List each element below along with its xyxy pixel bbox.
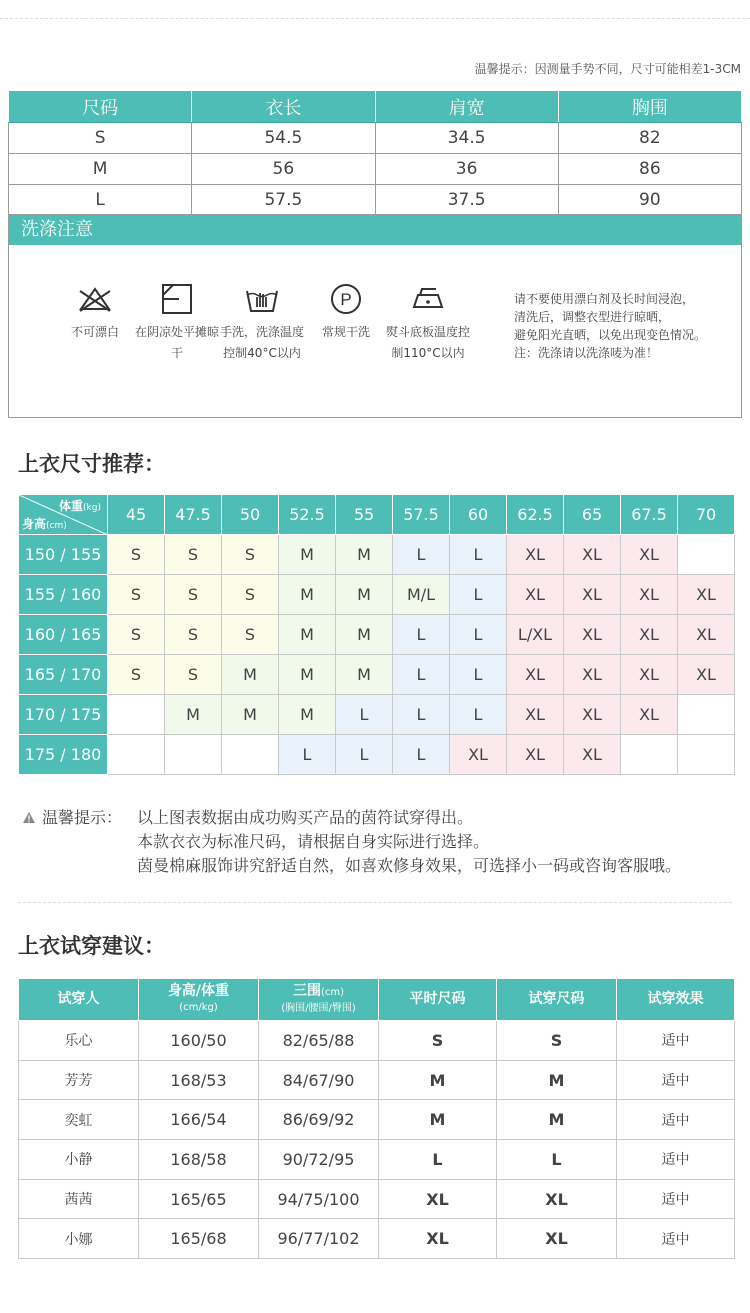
tryon-cell: M (497, 1100, 617, 1140)
recommend-size-cell: L (393, 655, 450, 695)
height-header-cell: 170 / 175 (19, 695, 108, 735)
recommend-size-cell: L (393, 615, 450, 655)
wash-label: 常规干洗 (321, 325, 370, 339)
recommend-size-cell: S (108, 615, 165, 655)
recommend-size-cell: M (222, 695, 279, 735)
recommend-size-cell: XL (678, 655, 735, 695)
recommend-size-cell: S (222, 615, 279, 655)
tryon-row (19, 1140, 735, 1180)
size-header-cell: 衣长 (192, 91, 375, 123)
height-axis-label: 身高(cm) (22, 517, 67, 531)
size-cell: L (9, 185, 192, 216)
recommend-size-cell: XL (450, 735, 507, 775)
height-header-cell: 155 / 160 (19, 575, 108, 615)
tryon-cell: 小娜 (19, 1219, 139, 1259)
recommend-size-cell: S (165, 615, 222, 655)
tryon-header-effect: 试穿效果 (617, 979, 735, 1021)
recommend-size-cell: M (336, 615, 393, 655)
wash-label: 不可漂白 (70, 325, 119, 339)
recommend-size-cell: XL (507, 735, 564, 775)
recommend-size-cell: XL (621, 695, 678, 735)
height-header-cell: 160 / 165 (19, 615, 108, 655)
weight-header-cell: 70 (678, 495, 735, 535)
size-cell: 54.5 (192, 123, 375, 154)
tip-line: 茵曼棉麻服饰讲究舒适自然，如喜欢修身效果，可选择小一码或咨询客服哦。 (137, 856, 682, 875)
tryon-cell: XL (497, 1219, 617, 1259)
size-chart-header (9, 91, 742, 123)
recommend-size-cell: S (165, 655, 222, 695)
recommend-size-cell: XL (621, 615, 678, 655)
size-row (9, 154, 742, 185)
recommend-size-cell: XL (621, 655, 678, 695)
recommend-size-cell: S (108, 655, 165, 695)
recommend-size-cell: M (336, 655, 393, 695)
tryon-cell: M (379, 1100, 497, 1140)
wash-care-panel (8, 214, 742, 418)
svg-text:P: P (340, 290, 352, 309)
tryon-cell: 165/65 (139, 1179, 259, 1219)
recommend-size-cell: S (222, 535, 279, 575)
recommend-row (19, 655, 735, 695)
recommend-size-cell: XL (507, 575, 564, 615)
size-cell: 90 (558, 185, 741, 216)
tryon-cell: 166/54 (139, 1100, 259, 1140)
wash-item-shade-dry (131, 283, 223, 364)
recommend-row (19, 535, 735, 575)
recommend-size-cell: S (165, 575, 222, 615)
recommend-size-cell: L/XL (507, 615, 564, 655)
tryon-header-hw: 身高/体重 (cm/kg) (139, 979, 259, 1021)
tryon-cell: 86/69/92 (259, 1100, 379, 1140)
tryon-table (18, 978, 735, 1259)
tryon-cell: XL (497, 1179, 617, 1219)
tryon-row (19, 1021, 735, 1061)
recommend-size-cell: L (336, 695, 393, 735)
wash-note-line: 注：洗涤请以洗涤唛为准！ (514, 346, 659, 360)
weight-axis-label: 体重(kg) (59, 499, 101, 513)
recommend-size-cell: XL (564, 615, 621, 655)
tryon-cell: 适中 (617, 1140, 735, 1180)
top-divider (0, 18, 750, 19)
recommend-size-cell: XL (678, 575, 735, 615)
tryon-header-measure: 三围(cm) (胸围/腰围/臀围) (259, 979, 379, 1021)
wash-item-hand-wash (216, 283, 308, 364)
size-cell: 57.5 (192, 185, 375, 216)
size-cell: 37.5 (375, 185, 558, 216)
weight-header-cell: 65 (564, 495, 621, 535)
tryon-cell: 168/53 (139, 1060, 259, 1100)
size-recommend-table (18, 494, 735, 775)
weight-header-cell: 67.5 (621, 495, 678, 535)
tryon-cell: 适中 (617, 1179, 735, 1219)
recommend-size-cell: M (222, 655, 279, 695)
tryon-cell: 84/67/90 (259, 1060, 379, 1100)
wash-item-no-bleach (49, 283, 141, 343)
tryon-cell: XL (379, 1179, 497, 1219)
tryon-cell: S (497, 1021, 617, 1061)
size-cell: 36 (375, 154, 558, 185)
tryon-row (19, 1179, 735, 1219)
tryon-row (19, 1060, 735, 1100)
tip-line: 以上图表数据由成功购买产品的茵符试穿得出。 (137, 808, 474, 827)
recommend-size-cell: XL (507, 535, 564, 575)
recommend-size-cell: XL (621, 575, 678, 615)
recommend-row (19, 615, 735, 655)
recommend-size-cell: M (165, 695, 222, 735)
size-header-cell: 尺码 (9, 91, 192, 123)
recommend-size-cell (222, 735, 279, 775)
wash-item-iron (382, 283, 474, 364)
shade-dry-icon (159, 283, 195, 315)
tryon-row (19, 1100, 735, 1140)
size-header-cell: 肩宽 (375, 91, 558, 123)
tryon-title: 上衣试穿建议： (18, 933, 165, 958)
weight-header-cell: 47.5 (165, 495, 222, 535)
tryon-cell: 适中 (617, 1100, 735, 1140)
dry-clean-icon (328, 283, 364, 315)
recommend-row (19, 575, 735, 615)
size-cell: 82 (558, 123, 741, 154)
wash-note-line: 请不要使用漂白剂及长时间浸泡， (514, 292, 695, 306)
tryon-cell: XL (379, 1219, 497, 1259)
recommend-size-cell: L (450, 695, 507, 735)
tryon-header-usual: 平时尺码 (379, 979, 497, 1021)
tryon-cell: 适中 (617, 1021, 735, 1061)
tryon-cell: 适中 (617, 1060, 735, 1100)
recommend-size-cell: M (279, 615, 336, 655)
tryon-cell: S (379, 1021, 497, 1061)
recommend-size-cell: XL (507, 655, 564, 695)
tryon-cell: 82/65/88 (259, 1021, 379, 1061)
tryon-header-person: 试穿人 (19, 979, 139, 1021)
tips-lines (137, 806, 750, 878)
tip-line: 本款衣衣为标准尺码，请根据自身实际进行选择。 (137, 832, 490, 851)
tryon-cell: 160/50 (139, 1021, 259, 1061)
recommend-size-cell: M (279, 575, 336, 615)
tryon-cell: 乐心 (19, 1021, 139, 1061)
recommend-size-cell: M (336, 575, 393, 615)
wash-item-dry-clean (300, 283, 392, 343)
tryon-header (19, 979, 735, 1021)
tryon-cell: 90/72/95 (259, 1140, 379, 1180)
recommend-size-cell: XL (564, 575, 621, 615)
recommend-size-cell: XL (678, 615, 735, 655)
recommend-size-cell (621, 735, 678, 775)
measurement-tip: 温馨提示：因测量手势不同，尺寸可能相差1-3CM (474, 62, 741, 76)
warning-icon (22, 807, 36, 831)
section-divider (18, 902, 732, 903)
size-row (9, 185, 742, 216)
recommend-size-cell: L (393, 535, 450, 575)
tryon-cell: 94/75/100 (259, 1179, 379, 1219)
wash-note-line: 避免阳光直晒，以免出现变色情况。 (514, 328, 707, 342)
tryon-row (19, 1219, 735, 1259)
tryon-cell: 茜茜 (19, 1179, 139, 1219)
tryon-cell: 168/58 (139, 1140, 259, 1180)
recommend-size-cell: XL (564, 735, 621, 775)
tryon-cell: 适中 (617, 1219, 735, 1259)
recommend-size-cell: L (450, 615, 507, 655)
iron-icon (410, 283, 446, 315)
height-header-cell: 150 / 155 (19, 535, 108, 575)
recommend-size-cell: M (279, 655, 336, 695)
weight-header-cell: 52.5 (279, 495, 336, 535)
recommend-size-cell: S (108, 535, 165, 575)
recommend-row (19, 695, 735, 735)
recommend-size-cell (108, 695, 165, 735)
recommend-size-cell: L (450, 655, 507, 695)
recommend-size-cell: XL (564, 535, 621, 575)
size-cell: 56 (192, 154, 375, 185)
recommend-title: 上衣尺寸推荐： (18, 451, 165, 476)
tryon-cell: L (379, 1140, 497, 1180)
recommend-size-cell: XL (564, 695, 621, 735)
recommend-size-cell (678, 735, 735, 775)
no-bleach-icon (77, 283, 113, 315)
recommend-size-cell: S (108, 575, 165, 615)
size-cell: 86 (558, 154, 741, 185)
recommend-size-cell: M (336, 535, 393, 575)
recommend-size-cell (165, 735, 222, 775)
wash-label: 手洗，洗涤温度控制40°C以内 (219, 325, 304, 360)
weight-header-cell: 45 (108, 495, 165, 535)
size-chart-table (8, 90, 742, 216)
recommend-size-cell: M (279, 535, 336, 575)
weight-header-cell: 55 (336, 495, 393, 535)
height-header-cell: 165 / 170 (19, 655, 108, 695)
recommend-size-cell: S (222, 575, 279, 615)
recommend-size-cell (678, 695, 735, 735)
wash-note-line: 清洗后，调整衣型进行晾晒， (514, 310, 671, 324)
recommend-size-cell: L (279, 735, 336, 775)
recommend-row (19, 735, 735, 775)
recommend-size-cell: L (393, 735, 450, 775)
tryon-cell: 165/68 (139, 1219, 259, 1259)
tryon-cell: 小静 (19, 1140, 139, 1180)
wash-notes (514, 290, 742, 362)
wash-label: 在阴凉处平摊晾干 (134, 325, 219, 360)
size-cell: S (9, 123, 192, 154)
weight-header-cell: 62.5 (507, 495, 564, 535)
size-row (9, 123, 742, 154)
size-cell: M (9, 154, 192, 185)
tryon-cell: M (497, 1060, 617, 1100)
wash-care-title: 洗涤注意 (9, 215, 741, 245)
size-cell: 34.5 (375, 123, 558, 154)
height-header-cell: 175 / 180 (19, 735, 108, 775)
recommend-size-cell: M (279, 695, 336, 735)
recommend-size-cell: S (165, 535, 222, 575)
recommend-size-cell: XL (564, 655, 621, 695)
corner-cell (19, 495, 108, 535)
tips-label: 温馨提示： (42, 808, 123, 827)
size-header-cell: 胸围 (558, 91, 741, 123)
tryon-header-trial: 试穿尺码 (497, 979, 617, 1021)
tryon-cell: 奕虹 (19, 1100, 139, 1140)
weight-header-cell: 60 (450, 495, 507, 535)
recommend-size-cell (108, 735, 165, 775)
tryon-cell: 96/77/102 (259, 1219, 379, 1259)
recommend-header (19, 495, 735, 535)
recommend-size-cell: L (450, 575, 507, 615)
wash-label: 熨斗底板温度控制110°C以内 (385, 325, 470, 360)
weight-header-cell: 50 (222, 495, 279, 535)
tryon-cell: 芳芳 (19, 1060, 139, 1100)
tryon-cell: L (497, 1140, 617, 1180)
recommend-size-cell: XL (621, 535, 678, 575)
recommend-size-cell: L (336, 735, 393, 775)
recommend-size-cell: L (393, 695, 450, 735)
recommend-size-cell (678, 535, 735, 575)
tryon-cell: M (379, 1060, 497, 1100)
recommend-size-cell: XL (507, 695, 564, 735)
tips-block (22, 806, 682, 875)
recommend-size-cell: L (450, 535, 507, 575)
hand-wash-icon (244, 283, 280, 315)
weight-header-cell: 57.5 (393, 495, 450, 535)
recommend-size-cell: M/L (393, 575, 450, 615)
